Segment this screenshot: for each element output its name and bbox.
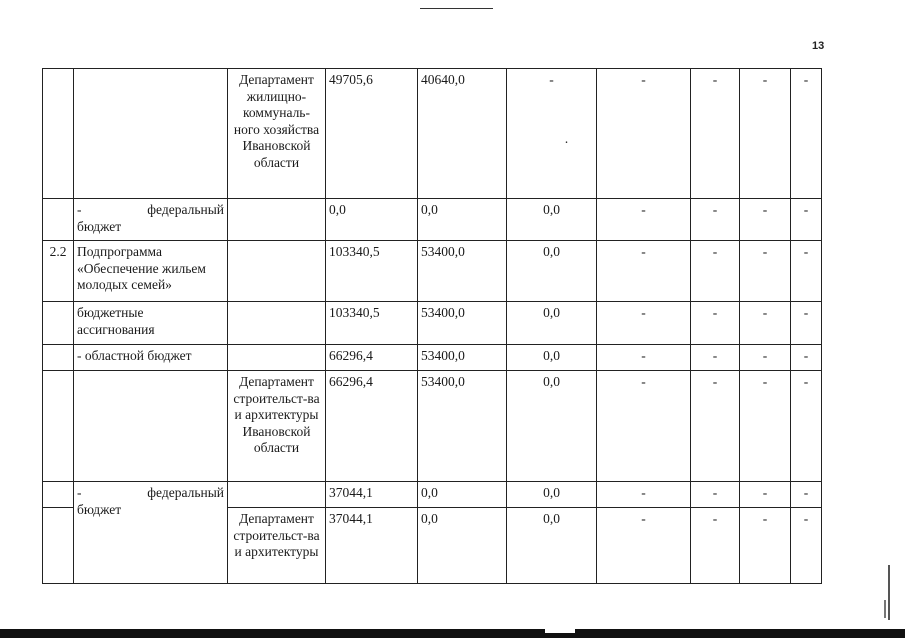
- scan-bottom-gap: [545, 629, 575, 633]
- row-number-cell: [43, 199, 74, 241]
- budget-table: [42, 68, 822, 584]
- dash-cell-2: -: [691, 371, 740, 482]
- dash-cell-1: -: [597, 302, 691, 345]
- value-cell-3: 0,0: [507, 371, 597, 482]
- dash-cell-2: -: [691, 199, 740, 241]
- dash-cell-3: -: [740, 345, 791, 371]
- dash-cell-4: -: [791, 508, 822, 584]
- dash-cell-4: -: [791, 345, 822, 371]
- value-cell-3-text: -: [549, 72, 554, 87]
- dash-cell-3: -: [740, 302, 791, 345]
- dash-cell-1: -: [597, 69, 691, 199]
- row-number-cell: [43, 345, 74, 371]
- value-cell-2: 40640,0: [418, 69, 507, 199]
- value-cell-1: 0,0: [326, 199, 418, 241]
- dash-cell-3: -: [740, 199, 791, 241]
- name-main: федеральный: [147, 485, 224, 500]
- value-cell-1: 37044,1: [326, 508, 418, 584]
- scan-edge-mark: [888, 565, 890, 620]
- value-cell-1: 103340,5: [326, 241, 418, 302]
- value-cell-1: 66296,4: [326, 371, 418, 482]
- dash-cell-4: -: [791, 302, 822, 345]
- value-cell-3: [507, 69, 597, 199]
- value-cell-2: 53400,0: [418, 345, 507, 371]
- org-cell: Департамент строительст-ва и архитектуры Ивановской области: [228, 371, 326, 482]
- value-cell-2: 53400,0: [418, 302, 507, 345]
- table-row: [43, 371, 822, 482]
- row-name-cell: [74, 371, 228, 482]
- dash-cell-1: -: [597, 199, 691, 241]
- value-cell-2: 53400,0: [418, 371, 507, 482]
- top-rule: [420, 8, 493, 9]
- dash-cell-2: -: [691, 302, 740, 345]
- org-cell: [228, 345, 326, 371]
- row-name-cell: - областной бюджет: [74, 345, 228, 371]
- dash-cell-1: -: [597, 371, 691, 482]
- value-cell-3: 0,0: [507, 241, 597, 302]
- value-cell-3: 0,0: [507, 508, 597, 584]
- dash-cell-1: -: [597, 345, 691, 371]
- dash-cell-4: -: [791, 241, 822, 302]
- page-number: 13: [812, 40, 825, 52]
- name-prefix: -: [77, 202, 82, 217]
- dash-cell-3: -: [740, 241, 791, 302]
- value-cell-2: 53400,0: [418, 241, 507, 302]
- dash-cell-1: -: [597, 508, 691, 584]
- value-cell-1: 49705,6: [326, 69, 418, 199]
- dash-cell-2: -: [691, 345, 740, 371]
- dash-cell-4: -: [791, 482, 822, 508]
- dash-cell-4: -: [791, 69, 822, 199]
- org-cell: Департамент строительст-ва и архитектуры: [228, 508, 326, 584]
- org-cell: [228, 199, 326, 241]
- dash-cell-4: -: [791, 371, 822, 482]
- value-cell-1: 66296,4: [326, 345, 418, 371]
- dash-cell-3: -: [740, 508, 791, 584]
- dash-cell-1: -: [597, 241, 691, 302]
- dash-cell-3: -: [740, 482, 791, 508]
- value-cell-2: 0,0: [418, 508, 507, 584]
- row-number-cell: [43, 508, 74, 584]
- value-cell-1: 37044,1: [326, 482, 418, 508]
- org-cell: [228, 482, 326, 508]
- name-rest: бюджет: [77, 218, 122, 234]
- table-row: [43, 241, 822, 302]
- value-cell-3: 0,0: [507, 302, 597, 345]
- scan-bottom-edge: [0, 629, 905, 638]
- value-cell-3: 0,0: [507, 482, 597, 508]
- dash-cell-2: -: [691, 241, 740, 302]
- table-row: [43, 345, 822, 371]
- row-name-line: [77, 202, 224, 219]
- stray-dot: ·: [564, 134, 569, 150]
- name-rest: бюджет: [77, 501, 122, 517]
- row-name-cell: бюджетные ассигнования: [74, 302, 228, 345]
- table-row: [43, 302, 822, 345]
- row-name-cell: [74, 199, 228, 241]
- dash-cell-1: -: [597, 482, 691, 508]
- value-cell-2: 0,0: [418, 199, 507, 241]
- org-cell: Департамент жилищно-коммуналь-ного хозяйства Ивановской области: [228, 69, 326, 199]
- value-cell-2: 0,0: [418, 482, 507, 508]
- scan-edge-mark: [884, 600, 886, 618]
- value-cell-3: 0,0: [507, 345, 597, 371]
- dash-cell-2: -: [691, 482, 740, 508]
- dash-cell-2: -: [691, 69, 740, 199]
- dash-cell-4: -: [791, 199, 822, 241]
- value-cell-1: 103340,5: [326, 302, 418, 345]
- org-cell: [228, 241, 326, 302]
- table-row: [43, 69, 822, 199]
- row-number-cell: 2.2: [43, 241, 74, 302]
- dash-cell-3: -: [740, 371, 791, 482]
- dash-cell-2: -: [691, 508, 740, 584]
- row-name-cell: Подпрограмма «Обеспечение жильем молодых семей»: [74, 241, 228, 302]
- name-main: федеральный: [147, 202, 224, 217]
- row-number-cell: [43, 482, 74, 508]
- dash-cell-3: -: [740, 69, 791, 199]
- name-prefix: -: [77, 485, 82, 500]
- org-cell: [228, 302, 326, 345]
- value-cell-3: 0,0: [507, 199, 597, 241]
- row-number-cell: [43, 302, 74, 345]
- row-name-cell: [74, 482, 228, 584]
- row-number-cell: [43, 69, 74, 199]
- row-number-cell: [43, 371, 74, 482]
- row-name-line: [77, 485, 224, 502]
- table-row: [43, 199, 822, 241]
- row-name-cell: [74, 69, 228, 199]
- table-row: [43, 482, 822, 508]
